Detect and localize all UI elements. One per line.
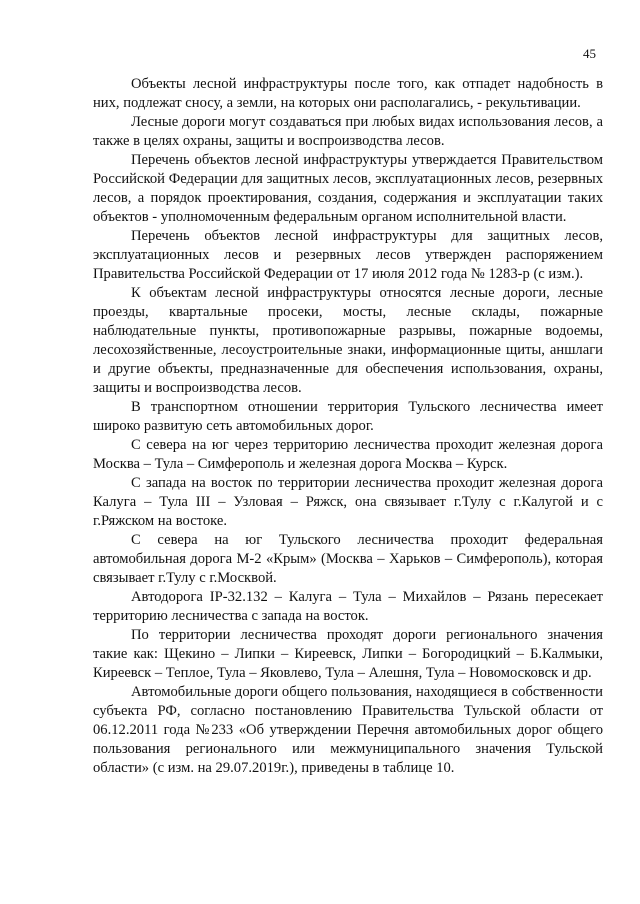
paragraph-2: Лесные дороги могут создаваться при любых видах использования лесов, а также в целях охраны, защиты и воспроизводства лесов. <box>93 114 603 149</box>
paragraph-9: С севера на юг Тульского лесничества проходит федеральная автомобильная дорога М-2 «Крым» (Москва – Харьков – Симферополь), которая связывает г.Тулу с г.Москвой. <box>93 532 603 586</box>
paragraph-10: Автодорога IP-32.132 – Калуга – Тула – Михайлов – Рязань пересекает территорию лесничества с запада на восток. <box>93 589 603 624</box>
page-number: 45 <box>583 46 596 61</box>
paragraph-5: К объектам лесной инфраструктуры относятся лесные дороги, лесные проезды, квартальные просеки, мосты, лесные склады, пожарные наблюдательные пункты, противопожарные разрывы, пожарные водоемы, лесохозяйственные, лесоустроительные знаки, информационные щиты, аншлаги и другие объекты, предназначенные для обеспечения использования, охраны, защиты и воспроизводства лесов. <box>93 285 603 396</box>
paragraph-12: Автомобильные дороги общего пользования, находящиеся в собственности субъекта РФ, согласно постановлению Правительства Тульской области от 06.12.2011 года №233 «Об утверждении Перечня автомобильных дорог общего пользования регионального или межмуниципального значения Тульской области» (с изм. на 29.07.2019г.), приведены в таблице 10. <box>93 684 603 776</box>
paragraph-3: Перечень объектов лесной инфраструктуры утверждается Правительством Российской Федерации для защитных лесов, эксплуатационных лесов, резервных лесов, а порядок проектирования, создания, содержания и эксплуатации таких объектов - уполномоченным федеральным органом исполнительной власти. <box>93 152 603 225</box>
paragraph-1: Объекты лесной инфраструктуры после того, как отпадет надобность в них, подлежат сносу, а земли, на которых они располагались, - рекультивации. <box>93 76 603 111</box>
document-body <box>93 75 603 778</box>
paragraph-4: Перечень объектов лесной инфраструктуры для защитных лесов, эксплуатационных лесов и резервных лесов утвержден распоряжением Правительства Российской Федерации от 17 июля 2012 года № 1283-р (с изм.). <box>93 228 603 282</box>
paragraph-7: С севера на юг через территорию лесничества проходит железная дорога Москва – Тула – Симферополь и железная дорога Москва – Курск. <box>93 437 603 472</box>
paragraph-6: В транспортном отношении территория Тульского лесничества имеет широко развитую сеть автомобильных дорог. <box>93 399 603 434</box>
paragraph-11: По территории лесничества проходят дороги регионального значения такие как: Щекино – Липки – Киреевск, Липки – Богородицкий – Б.Калмыки, Киреевск – Теплое, Тула – Яковлево, Тула – Алешня, Тула – Новомосковск и др. <box>93 627 603 681</box>
paragraph-8: С запада на восток по территории лесничества проходит железная дорога Калуга – Тула III – Узловая – Ряжск, она связывает г.Тулу с г.Калугой и с г.Ряжском на востоке. <box>93 475 603 529</box>
